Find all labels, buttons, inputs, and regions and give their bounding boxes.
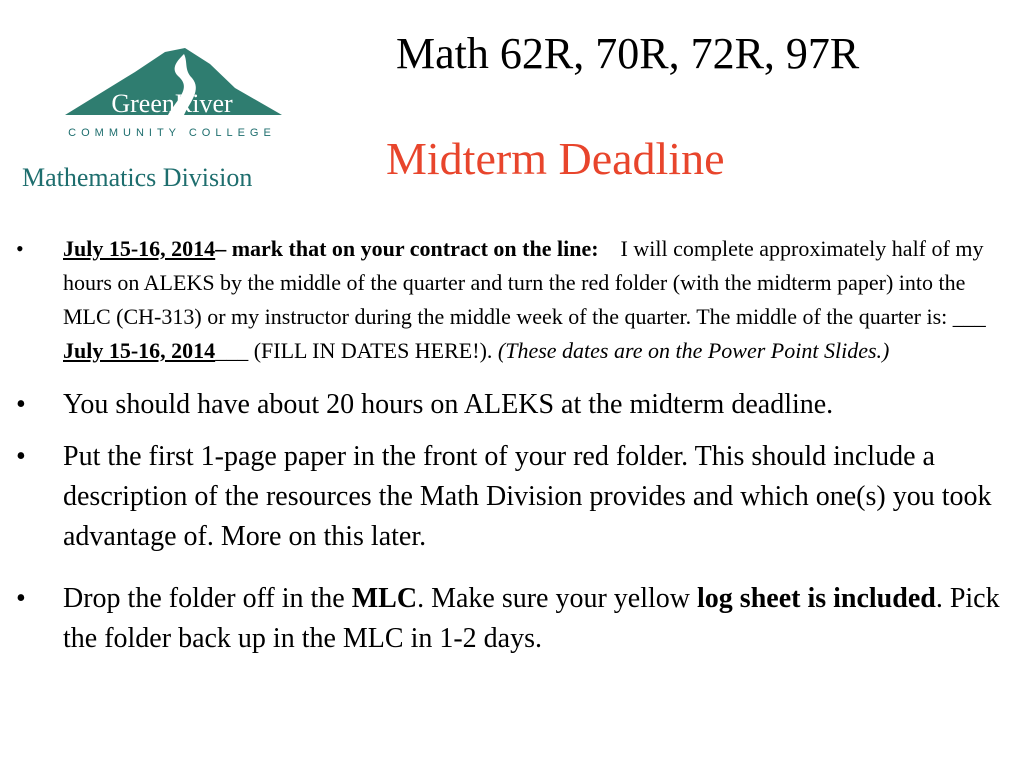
logo-tagline: COMMUNITY COLLEGE [68,127,276,139]
drop-text-1: Drop the folder off in the [63,583,352,614]
fill-in-note: ___ (FILL IN DATES HERE!). [215,338,498,363]
bullet-dot-icon: • [16,583,26,614]
bullet-drop-folder [10,579,1016,659]
bullet-paper [10,437,1016,557]
log-sheet-label: log sheet is included [697,583,936,614]
paper-text: Put the first 1-page paper in the front of your red folder. This should include a description of the resources the Math Division provides and which one(s) you took advantage of. More on this later. [63,441,992,552]
slide-subtitle: Midterm Deadline [386,133,725,184]
deadline-date-fill: July 15-16, 2014 [63,338,216,363]
hours-text: You should have about 20 hours on ALEKS at the midterm deadline. [63,389,834,420]
bullet-contract-deadline [10,232,1016,368]
deadline-date: July 15-16, 2014 [63,236,216,261]
bullet-list [10,232,1016,659]
bullet-dot-icon: • [16,236,24,261]
division-label: Mathematics Division [22,163,253,192]
course-title: Math 62R, 70R, 72R, 97R [396,29,860,78]
bullet-hours [10,385,1016,425]
contract-body: I will complete approximately half of my hours on ALEKS by the middle of the quarter and turn the red folder (with the midterm paper) into the MLC (CH-313) or my instructor during the middle week of the quarter. The middle of the quarter is: ___ [63,236,986,329]
bullet-dot-icon: • [16,441,26,472]
mountain-logo-icon [60,40,290,145]
college-logo [60,40,290,145]
drop-text-2: . Make sure your yellow [417,583,698,614]
contract-instruction: – mark that on your contract on the line: [215,236,599,261]
slides-note: (These dates are on the Power Point Slides.) [497,338,890,363]
logo-name: GreenRiver [111,89,233,118]
mlc-label: MLC [351,583,418,614]
drop-text-3: . Pick the folder back up in the MLC in 1-2 days. [63,583,1000,654]
bullet-dot-icon: • [16,389,26,420]
